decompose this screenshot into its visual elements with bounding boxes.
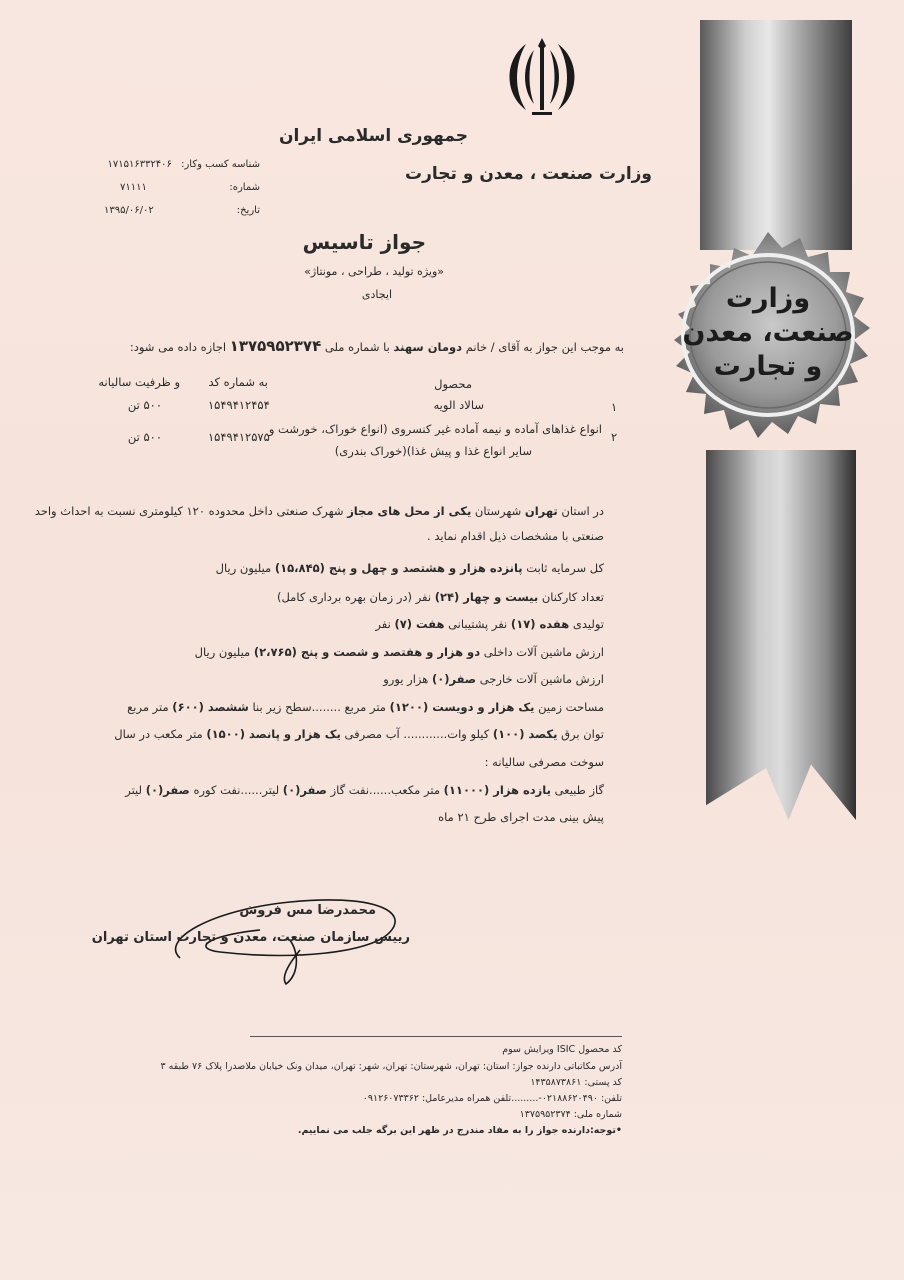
meta-date — [104, 205, 260, 216]
spec-fuel-heading: سوخت مصرفی سالیانه : — [484, 755, 604, 769]
spec-mach-out-unit: هزار یورو — [383, 672, 429, 686]
col-header-product: محصول — [434, 377, 472, 391]
spec-forecast: پیش بینی مدت اجرای طرح ۲۱ ماه — [438, 810, 604, 824]
location-text-a: در استان — [561, 504, 604, 518]
footer-divider — [250, 1036, 622, 1037]
spec-mach-in-value: دو هزار و هفتصد و شصت و پنج (۲،۷۶۵) — [253, 645, 481, 659]
document-type: ایجادی — [361, 288, 392, 301]
spec-gas-text: متر مکعب......نفت گاز — [330, 783, 440, 797]
footer-address: آدرس مکاتباتی دارنده جواز: استان: تهران، شهرستان: تهران، شهر: تهران، میدان ونک خیابان ملاصدرا پلاک ۷۶ طبقه ۳ — [160, 1061, 622, 1072]
spec-production — [375, 617, 604, 631]
spec-prod-label: تولیدی — [572, 617, 604, 631]
col-header-capacity: و ظرفیت سالیانه — [98, 375, 180, 389]
spec-gas-label: گاز طبیعی — [554, 783, 604, 797]
footer-note: •توجه:دارنده جواز را به مفاد مندرج در ظهر این برگه جلب می نماییم. — [297, 1125, 622, 1136]
spec-gas — [125, 783, 604, 797]
spec-power-label: توان برق — [561, 727, 604, 741]
spec-capital-value: پانزده هزار و هشتصد و چهل و پنج (۱۵،۸۴۵) — [274, 561, 523, 575]
product-row-2-name-2: سایر انواع غذا و پیش غذا)(خوراک بندری) — [334, 444, 532, 458]
spec-power-text: کیلو وات............ آب مصرفی — [344, 727, 490, 741]
meta-date-value: ۱۳۹۵/۰۶/۰۲ — [104, 205, 154, 216]
signatory-role: رییس سازمان صنعت، معدن و تجارت استان تهران — [91, 930, 410, 945]
meta-date-label: تاریخ: — [236, 205, 260, 216]
meta-number-value: ۷۱۱۱۱ — [120, 182, 147, 193]
spec-land-label: مساحت زمین — [538, 700, 604, 714]
spec-water-unit: متر مکعب در سال — [114, 727, 203, 741]
iran-emblem-icon — [496, 32, 588, 120]
spec-power-water — [114, 727, 604, 741]
grant-suffix: اجازه داده می شود: — [129, 340, 227, 354]
location-place: یکی از محل های مجاز — [347, 504, 472, 518]
spec-capital-unit: میلیون ریال — [215, 561, 272, 575]
spec-capital — [216, 561, 604, 575]
footer-national-id: شماره ملی: ۱۳۷۵۹۵۲۳۷۴ — [519, 1109, 622, 1120]
footer-phone: تلفن: ۰۲۱۸۸۶۲۰۴۹۰-.........تلفن همراه مدیرعامل: ۰۹۱۲۶۰۷۳۳۶۲ — [362, 1093, 622, 1104]
grant-prefix: به موجب این جواز به آقای / خانم — [465, 340, 624, 354]
spec-fueloil-unit: لیتر — [125, 783, 143, 797]
location-line-1 — [35, 504, 604, 518]
spec-support-value: هفت (۷) — [394, 617, 445, 631]
spec-mach-out-label: ارزش ماشین آلات خارجی — [479, 672, 604, 686]
spec-capital-label: کل سرمایه ثابت — [526, 561, 604, 575]
product-row-2-code: ۱۵۴۹۴۱۲۵۷۵ — [208, 430, 270, 444]
meta-id-value: ۱۷۱۵۱۶۳۳۲۴۰۶ — [107, 159, 172, 170]
spec-staff-unit: نفر (در زمان بهره برداری کامل) — [276, 590, 432, 604]
spec-building-value: ششصد (۶۰۰) — [172, 700, 249, 714]
seal-line-2: صنعت، معدن — [682, 317, 854, 348]
seal-line-3: و تجارت — [713, 351, 823, 382]
spec-land-value: یک هزار و دویست (۱۲۰۰) — [389, 700, 535, 714]
location-line-2: صنعتی با مشخصات ذیل اقدام نماید . — [427, 529, 604, 543]
spec-machinery-foreign — [383, 672, 604, 686]
document-title: جواز تاسیس — [302, 230, 426, 254]
location-text-c: شهرک صنعتی داخل محدوده ۱۲۰ کیلومتری نسبت به احداث واحد — [34, 504, 344, 518]
product-row-1-capacity: ۵۰۰ تن — [127, 398, 162, 412]
grant-national-id: ۱۳۷۵۹۵۲۳۷۴ — [229, 337, 322, 355]
product-row-2-no: ۲ — [611, 430, 618, 444]
spec-staff — [277, 590, 604, 604]
product-row-1-code: ۱۵۴۹۴۱۲۴۵۴ — [208, 398, 270, 412]
location-province: تهران — [524, 504, 558, 518]
spec-land-text: متر مربع ........سطح زیر بنا — [252, 700, 386, 714]
spec-mach-in-label: ارزش ماشین آلات داخلی — [483, 645, 604, 659]
grant-mid: با شماره ملی — [324, 340, 390, 354]
spec-land — [127, 700, 604, 714]
ministry-name-text: وزارت صنعت ، معدن و تجارت — [405, 164, 652, 184]
footer-isic: کد محصول ISIC ویرایش سوم — [502, 1044, 622, 1055]
spec-fueloil-value: صفر(۰) — [145, 783, 190, 797]
grant-name: دومان سهند — [393, 340, 463, 354]
product-row-2-capacity: ۵۰۰ تن — [127, 430, 162, 444]
spec-building-unit: متر مربع — [127, 700, 169, 714]
footer-postal-code: کد پستی: ۱۴۳۵۸۷۳۸۶۱ — [530, 1077, 622, 1088]
spec-support-label: نفر پشتیبانی — [448, 617, 508, 631]
location-text-b: شهرستان — [474, 504, 522, 518]
spec-machinery-domestic — [195, 645, 604, 659]
spec-gasoil-text: لیتر......نفت کوره — [193, 783, 280, 797]
spec-prod-value: هفده (۱۷) — [510, 617, 570, 631]
document-subtitle: «ویژه تولید ، طراحی ، مونتاژ» — [304, 265, 444, 278]
spec-gas-value: یازده هزار (۱۱۰۰۰) — [443, 783, 551, 797]
spec-power-value: یکصد (۱۰۰) — [492, 727, 558, 741]
col-header-code: به شماره کد — [208, 375, 268, 389]
grant-line — [130, 337, 624, 355]
meta-number — [104, 182, 260, 193]
ribbon-top — [700, 20, 852, 250]
product-row-2-name-1: انواع غذاهای آماده و نیمه آماده غیر کنسروی (انواع خوراک، خورشت و — [268, 422, 602, 436]
spec-gasoil-value: صفر(۰) — [282, 783, 327, 797]
spec-water-value: یک هزار و پانصد (۱۵۰۰) — [206, 727, 341, 741]
spec-staff-value: بیست و چهار (۲۴) — [434, 590, 539, 604]
seal-text — [648, 282, 888, 384]
seal-line-1: وزارت — [725, 283, 811, 314]
meta-id — [104, 159, 260, 170]
product-row-1-no: ۱ — [611, 400, 618, 414]
signatory-name: محمدرضا مس فروش — [239, 903, 376, 918]
country-name: جمهوری اسلامی ایران — [278, 126, 468, 146]
product-row-1-name: سالاد الویه — [433, 398, 484, 412]
meta-number-label: شماره: — [229, 182, 260, 193]
spec-mach-out-value: صفر(۰) — [431, 672, 477, 686]
spec-mach-in-unit: میلیون ریال — [194, 645, 251, 659]
meta-id-label: شناسه کسب وکار: — [181, 159, 260, 170]
spec-staff-label: تعداد کارکنان — [541, 590, 604, 604]
spec-support-unit: نفر — [375, 617, 391, 631]
ribbon-bottom — [706, 450, 856, 820]
